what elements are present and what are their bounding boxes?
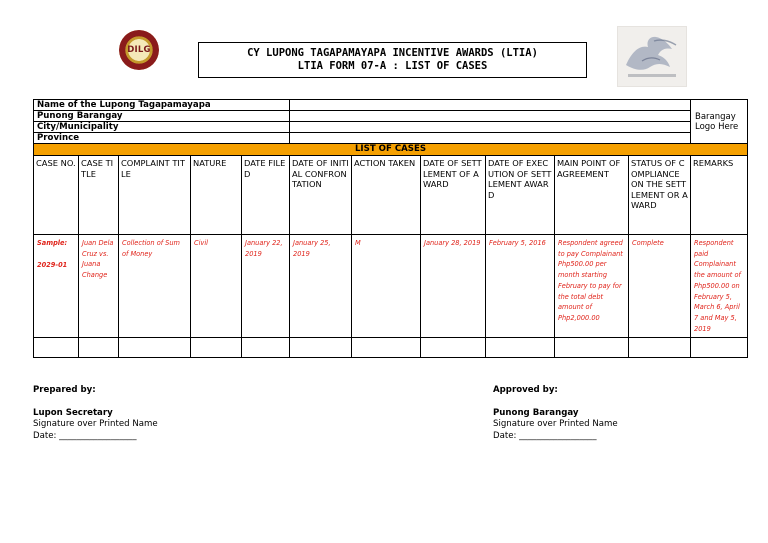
meta-value-city[interactable] bbox=[290, 122, 691, 133]
approved-by-date[interactable]: Date: __________________ bbox=[493, 430, 597, 441]
approved-by-block bbox=[493, 385, 618, 442]
approved-by-signature-line: Signature over Printed Name bbox=[493, 419, 618, 429]
empty-cell[interactable] bbox=[34, 338, 79, 358]
col-header-date-settlement: DATE OF SETTLEMENT OF AWARD bbox=[421, 156, 486, 235]
sample-case-no-cell bbox=[34, 235, 79, 338]
empty-cell[interactable] bbox=[629, 338, 691, 358]
sample-case-no: 2029-01 bbox=[37, 260, 68, 269]
form-title-box bbox=[198, 42, 587, 78]
prepared-by-signature-line: Signature over Printed Name bbox=[33, 419, 158, 429]
col-header-nature: NATURE bbox=[191, 156, 242, 235]
prepared-by-block bbox=[33, 385, 158, 442]
form-subtitle: LTIA FORM 07-A : LIST OF CASES bbox=[297, 60, 488, 72]
col-header-main-point: MAIN POINT OF AGREEMENT bbox=[555, 156, 629, 235]
sample-status: Complete bbox=[629, 235, 691, 338]
col-header-date-initial-confrontation: DATE OF INITIAL CONFRONTATION bbox=[290, 156, 352, 235]
empty-entry-row bbox=[34, 338, 748, 358]
empty-cell[interactable] bbox=[242, 338, 290, 358]
approved-by-heading: Approved by: bbox=[493, 385, 558, 395]
dilg-seal-icon bbox=[119, 30, 159, 70]
empty-cell[interactable] bbox=[79, 338, 119, 358]
section-title: LIST OF CASES bbox=[34, 144, 748, 156]
meta-label-punong: Punong Barangay bbox=[34, 111, 290, 122]
col-header-action-taken: ACTION TAKEN bbox=[352, 156, 421, 235]
sample-row bbox=[34, 235, 748, 338]
prepared-by-date[interactable]: Date: __________________ bbox=[33, 430, 137, 441]
col-header-case-title: CASE TITLE bbox=[79, 156, 119, 235]
meta-value-lupon[interactable] bbox=[290, 100, 691, 111]
col-header-date-filed: DATE FILED bbox=[242, 156, 290, 235]
sample-complaint-title: Collection of Sum of Money bbox=[119, 235, 191, 338]
column-header-row bbox=[34, 156, 748, 235]
empty-cell[interactable] bbox=[421, 338, 486, 358]
meta-row-city bbox=[34, 122, 748, 133]
empty-cell[interactable] bbox=[119, 338, 191, 358]
sample-action-taken: M bbox=[352, 235, 421, 338]
empty-cell[interactable] bbox=[191, 338, 242, 358]
meta-row-punong bbox=[34, 111, 748, 122]
empty-cell[interactable] bbox=[352, 338, 421, 358]
sample-date-filed: January 22, 2019 bbox=[242, 235, 290, 338]
col-header-complaint-title: COMPLAINT TITLE bbox=[119, 156, 191, 235]
meta-row-province bbox=[34, 133, 748, 144]
meta-value-punong[interactable] bbox=[290, 111, 691, 122]
sample-case-title: Juan Dela Cruz vs. Juana Change bbox=[79, 235, 119, 338]
col-header-remarks: REMARKS bbox=[691, 156, 748, 235]
dilg-logo bbox=[103, 29, 175, 71]
prepared-by-role: Lupon Secretary bbox=[33, 407, 113, 418]
barangay-logo-placeholder: Barangay Logo Here bbox=[691, 100, 748, 144]
sample-remarks: Respondent paid Complainant the amount of Php500.00 on February 5, March 6, April 7 and May 5, 2019 bbox=[691, 235, 748, 338]
peace-dove-logo bbox=[617, 26, 687, 87]
meta-row-lupon bbox=[34, 100, 748, 111]
col-header-case-no: CASE NO. bbox=[34, 156, 79, 235]
sample-label: Sample: bbox=[37, 239, 68, 247]
form-title: CY LUPONG TAGAPAMAYAPA INCENTIVE AWARDS (LTIA) bbox=[247, 47, 538, 59]
meta-label-province: Province bbox=[34, 133, 290, 144]
list-of-cases-table bbox=[33, 99, 748, 358]
sample-date-initial: January 25, 2019 bbox=[290, 235, 352, 338]
sample-main-point: Respondent agreed to pay Complainant Php500.00 per month starting February to pay for the total debt amount of Php2,000.00 bbox=[555, 235, 629, 338]
meta-label-lupon: Name of the Lupong Tagapamayapa bbox=[34, 100, 290, 111]
sample-date-execution: February 5, 2016 bbox=[486, 235, 555, 338]
sample-nature: Civil bbox=[191, 235, 242, 338]
col-header-status: STATUS OF COMPLIANCE ON THE SETTLEMENT OR AWARD bbox=[629, 156, 691, 235]
approved-by-role: Punong Barangay bbox=[493, 407, 579, 418]
sample-date-settlement: January 28, 2019 bbox=[421, 235, 486, 338]
empty-cell[interactable] bbox=[555, 338, 629, 358]
meta-value-province[interactable] bbox=[290, 133, 691, 144]
prepared-by-heading: Prepared by: bbox=[33, 385, 96, 395]
empty-cell[interactable] bbox=[486, 338, 555, 358]
dove-icon bbox=[618, 27, 686, 86]
meta-label-city: City/Municipality bbox=[34, 122, 290, 133]
section-band bbox=[34, 144, 748, 156]
col-header-date-execution: DATE OF EXECUTION OF SETTLEMENT AWARD bbox=[486, 156, 555, 235]
dilg-logo-text: DILG bbox=[127, 45, 151, 55]
empty-cell[interactable] bbox=[290, 338, 352, 358]
empty-cell[interactable] bbox=[691, 338, 748, 358]
